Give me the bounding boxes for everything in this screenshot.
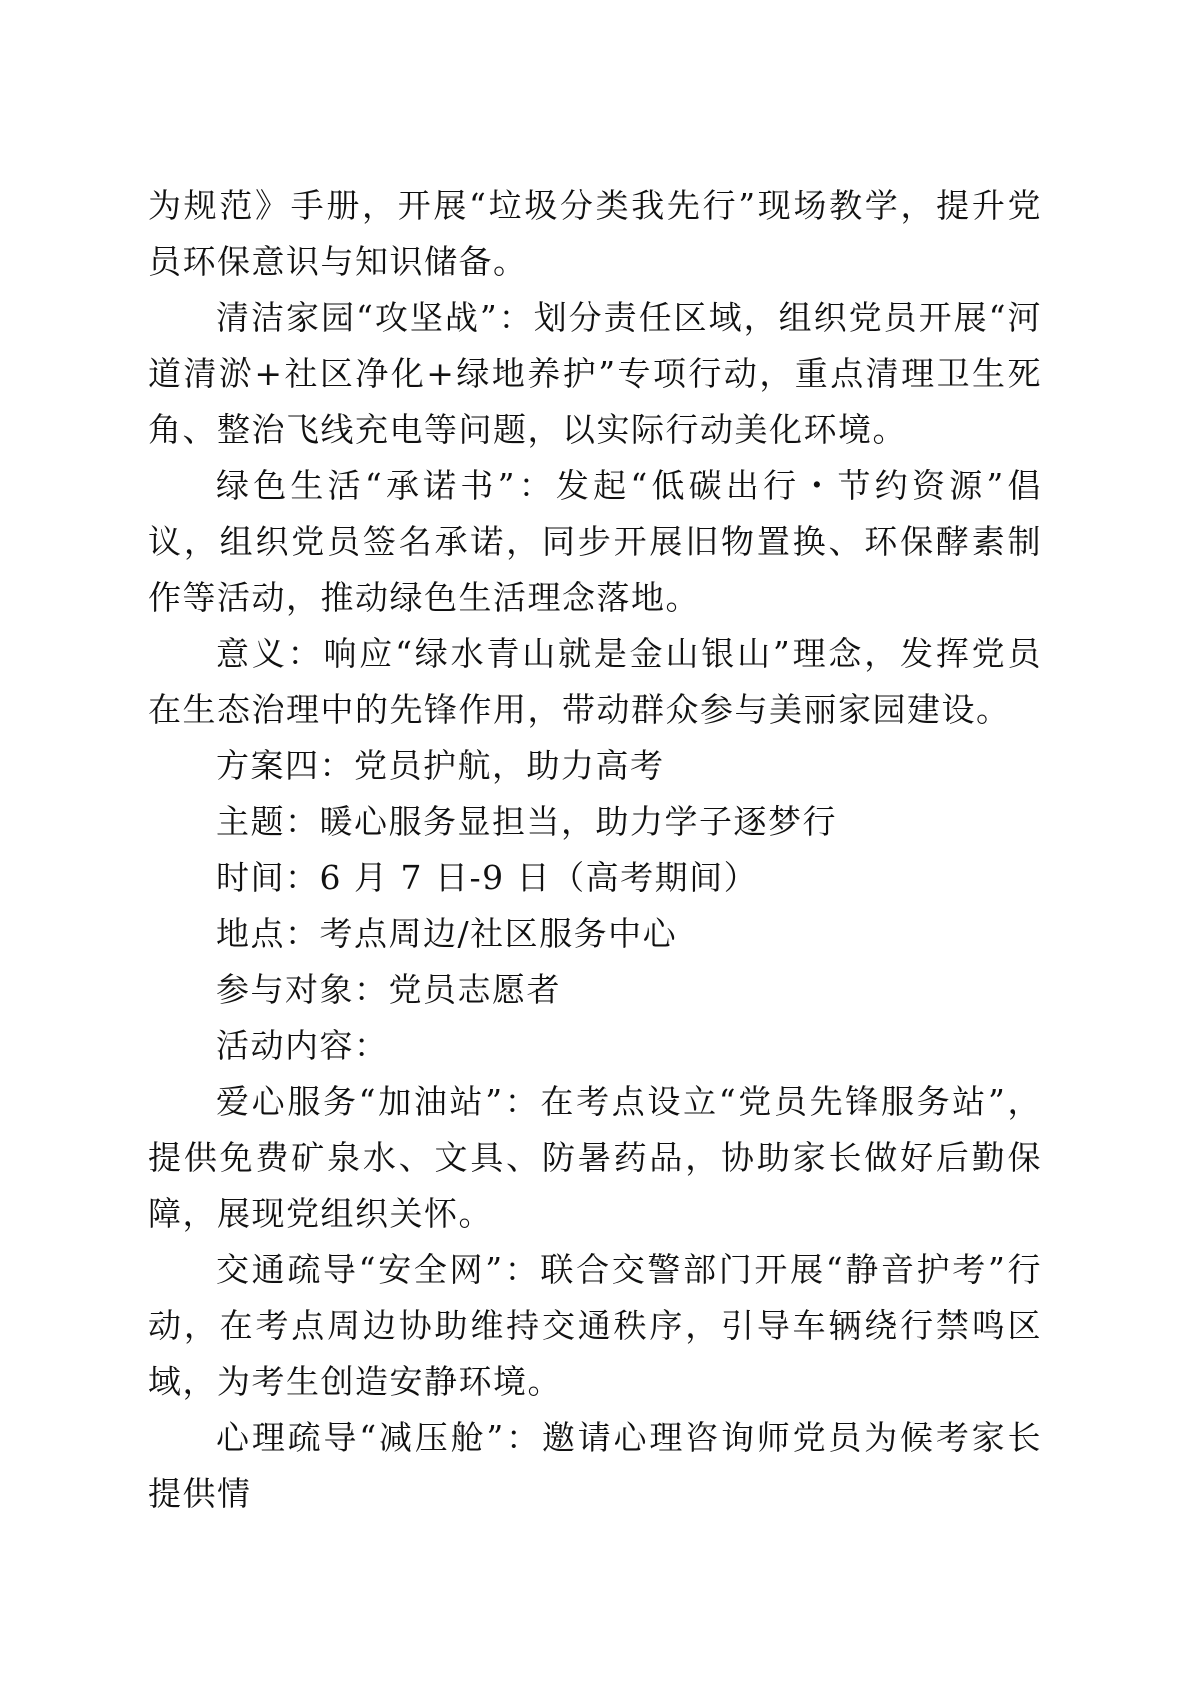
document-body bbox=[148, 178, 1042, 1522]
section-heading-plan-four: 方案四：党员护航，助力高考 bbox=[216, 746, 665, 785]
field-theme: 主题：暖心服务显担当，助力学子逐梦行 bbox=[216, 802, 837, 841]
field-activities-label: 活动内容： bbox=[216, 1026, 389, 1065]
paragraph-continuation: 为规范》手册，开展“垃圾分类我先行”现场教学，提升党员环保意识与知识储备。 bbox=[148, 186, 1042, 281]
paragraph-traffic-guidance: 交通疏导“安全网”：联合交警部门开展“静音护考”行动，在考点周边协助维持交通秩序，引导车辆绕行禁鸣区域，为考生创造安静环境。 bbox=[148, 1250, 1042, 1401]
field-time: 时间：6 月 7 日-9 日（高考期间） bbox=[216, 858, 759, 897]
paragraph-green-life: 绿色生活“承诺书”：发起“低碳出行・节约资源”倡议，组织党员签名承诺，同步开展旧物置换、环保酵素制作等活动，推动绿色生活理念落地。 bbox=[148, 466, 1042, 617]
paragraph-service-station: 爱心服务“加油站”：在考点设立“党员先锋服务站”，提供免费矿泉水、文具、防暑药品，协助家长做好后勤保障，展现党组织关怀。 bbox=[148, 1082, 1042, 1233]
field-participants: 参与对象：党员志愿者 bbox=[216, 970, 561, 1009]
field-location: 地点：考点周边/社区服务中心 bbox=[216, 914, 678, 953]
paragraph-clean-home: 清洁家园“攻坚战”：划分责任区域，组织党员开展“河道清淤+社区净化+绿地养护”专项行动，重点清理卫生死角、整治飞线充电等问题，以实际行动美化环境。 bbox=[148, 298, 1042, 449]
paragraph-psych-support: 心理疏导“减压舱”：邀请心理咨询师党员为候考家长提供情 bbox=[148, 1418, 1042, 1513]
paragraph-significance: 意义：响应“绿水青山就是金山银山”理念，发挥党员在生态治理中的先锋作用，带动群众参与美丽家园建设。 bbox=[148, 634, 1042, 729]
